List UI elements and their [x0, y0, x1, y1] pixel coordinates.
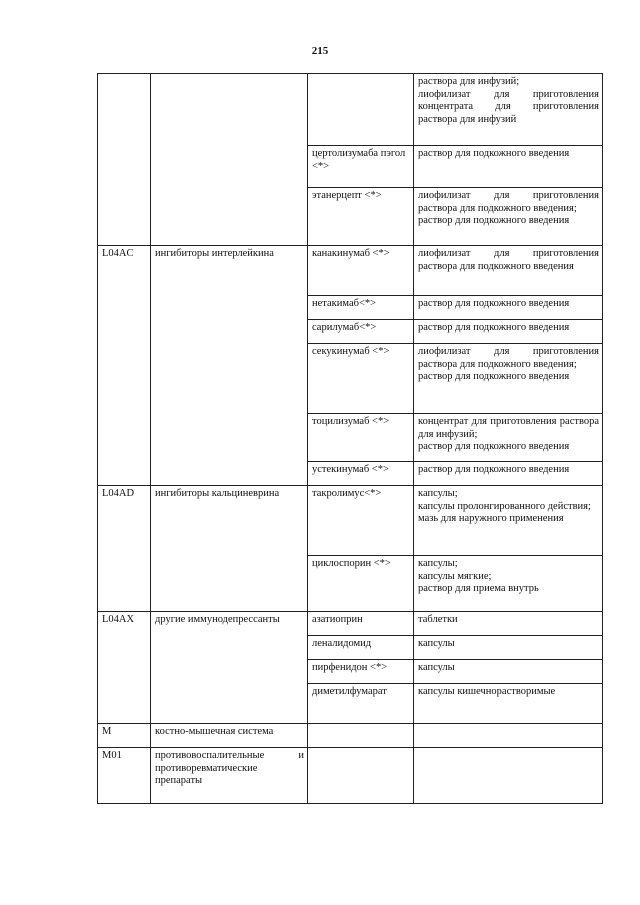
group-name-cell: противовоспалительные и противоревматические препараты [151, 748, 308, 804]
drug-name-cell: пирфенидон <*> [308, 660, 414, 684]
dosage-form: раствор для подкожного введения [418, 215, 570, 226]
dosage-forms-cell [414, 486, 603, 556]
dosage-form: раствор для подкожного введения [418, 298, 570, 309]
dosage-form: концентрат для приготовления раствора для инфузий; [418, 416, 599, 440]
group-name-cell [151, 74, 308, 246]
table-row [98, 748, 603, 804]
drug-name-cell: циклоспорин <*> [308, 556, 414, 612]
atc-code-cell: L04AD [98, 486, 151, 612]
dosage-form: капсулы; [418, 488, 458, 499]
drug-table [97, 73, 603, 804]
dosage-forms-cell [414, 636, 603, 660]
drug-name-cell: цертолизумаба пэгол <*> [308, 146, 414, 188]
dosage-form: раствор для подкожного введения [418, 322, 570, 333]
atc-code-cell: L04AX [98, 612, 151, 724]
dosage-forms-cell [414, 414, 603, 462]
drug-name-cell: леналидомид [308, 636, 414, 660]
dosage-form: лиофилизат для приготовления раствора для подкожного введения; [418, 190, 599, 214]
drug-name-cell: устекинумаб <*> [308, 462, 414, 486]
drug-name-cell: тоцилизумаб <*> [308, 414, 414, 462]
dosage-form: лиофилизат для приготовления раствора для подкожного введения; [418, 346, 599, 370]
dosage-forms-cell [414, 748, 603, 804]
dosage-form: раствор для приема внутрь [418, 583, 539, 594]
dosage-form: раствор для подкожного введения [418, 148, 570, 159]
dosage-forms-cell [414, 556, 603, 612]
dosage-form: раствор для подкожного введения [418, 441, 570, 452]
table-row [98, 486, 603, 556]
table-row [98, 246, 603, 296]
dosage-forms-cell [414, 296, 603, 320]
dosage-forms-cell [414, 612, 603, 636]
drug-name-cell: сарилумаб<*> [308, 320, 414, 344]
dosage-form: раствор для подкожного введения [418, 371, 570, 382]
dosage-forms-cell [414, 74, 603, 146]
drug-name-cell: такролимус<*> [308, 486, 414, 556]
dosage-form: раствора для инфузий; [418, 76, 520, 87]
dosage-forms-cell [414, 724, 603, 748]
group-name-cell: ингибиторы кальциневрина [151, 486, 308, 612]
group-name-cell: другие иммунодепрессанты [151, 612, 308, 724]
dosage-form: лиофилизат для приготовления концентрата для приготовления раствора для инфузий [418, 88, 599, 125]
dosage-forms-cell [414, 246, 603, 296]
dosage-form: раствор для подкожного введения [418, 464, 570, 475]
drug-name-cell: канакинумаб <*> [308, 246, 414, 296]
dosage-form: таблетки [418, 614, 458, 625]
atc-code-cell: M01 [98, 748, 151, 804]
drug-name-cell [308, 724, 414, 748]
dosage-forms-cell [414, 462, 603, 486]
dosage-form: капсулы мягкие; [418, 570, 492, 582]
dosage-form: капсулы [418, 662, 455, 673]
drug-name-cell: секукинумаб <*> [308, 344, 414, 414]
dosage-form: лиофилизат для приготовления раствора для подкожного введения [418, 248, 599, 272]
dosage-form: капсулы [418, 638, 455, 649]
drug-name-cell [308, 748, 414, 804]
dosage-forms-cell [414, 188, 603, 246]
dosage-forms-cell [414, 660, 603, 684]
atc-code-cell: M [98, 724, 151, 748]
drug-name-cell: этанерцепт <*> [308, 188, 414, 246]
drug-name-cell: азатиоприн [308, 612, 414, 636]
atc-code-cell [98, 74, 151, 246]
dosage-forms-cell [414, 684, 603, 724]
dosage-form: капсулы; [418, 558, 458, 569]
table-row [98, 724, 603, 748]
table-row [98, 74, 603, 146]
drug-name-cell [308, 74, 414, 146]
page-number: 215 [311, 45, 329, 57]
table-row [98, 612, 603, 636]
dosage-form: капсулы пролонгированного действия; [418, 500, 591, 512]
drug-name-cell: нетакимаб<*> [308, 296, 414, 320]
group-name-cell: ингибиторы интерлейкина [151, 246, 308, 486]
dosage-form: капсулы кишечнорастворимые [418, 686, 556, 697]
dosage-form: мазь для наружного применения [418, 513, 564, 524]
dosage-forms-cell [414, 146, 603, 188]
group-name-cell: костно-мышечная система [151, 724, 308, 748]
dosage-forms-cell [414, 344, 603, 414]
drug-name-cell: диметилфумарат [308, 684, 414, 724]
dosage-forms-cell [414, 320, 603, 344]
atc-code-cell: L04AC [98, 246, 151, 486]
